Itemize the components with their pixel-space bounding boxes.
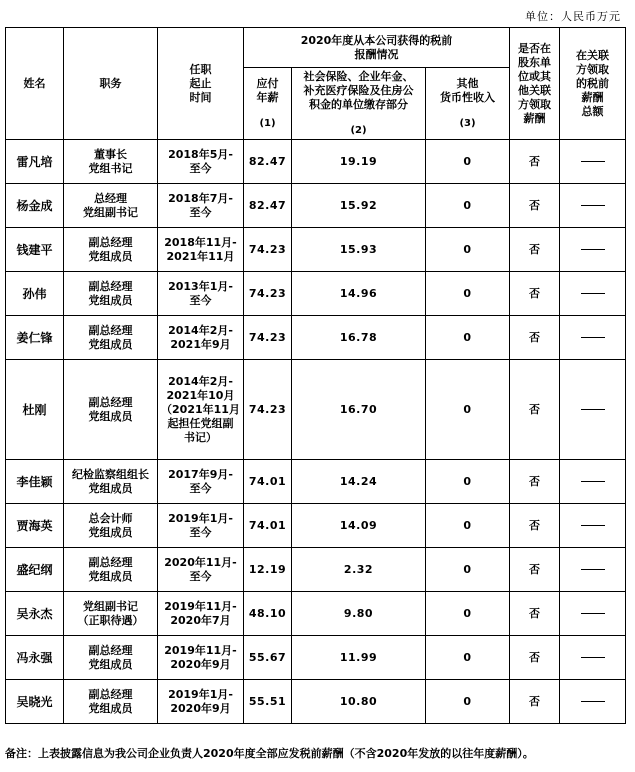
- cell-shareholder: 否: [510, 184, 560, 228]
- cell-name: 吴永杰: [6, 592, 64, 636]
- table-row: [6, 548, 626, 592]
- cell-name: 杨金成: [6, 184, 64, 228]
- cell-other: 0: [426, 680, 510, 724]
- cell-social: 15.93: [292, 228, 426, 272]
- cell-shareholder: 否: [510, 360, 560, 460]
- cell-salary: 74.23: [244, 272, 292, 316]
- cell-other: 0: [426, 360, 510, 460]
- cell-shareholder: 否: [510, 636, 560, 680]
- cell-other: 0: [426, 140, 510, 184]
- table-row: [6, 592, 626, 636]
- cell-position: 副总经理 党组成员: [64, 272, 158, 316]
- cell-other: 0: [426, 548, 510, 592]
- header-shareholder: 是否在 股东单 位或其 他关联 方领取 薪酬: [510, 28, 560, 140]
- dash-mark: [581, 249, 605, 250]
- dash-mark: [581, 409, 605, 410]
- dash-mark: [581, 525, 605, 526]
- cell-other: 0: [426, 592, 510, 636]
- cell-term: 2019年1月- 2020年9月: [158, 680, 244, 724]
- cell-name: 姜仁锋: [6, 316, 64, 360]
- cell-social: 10.80: [292, 680, 426, 724]
- dash-mark: [581, 657, 605, 658]
- compensation-table: [5, 27, 626, 724]
- cell-other: 0: [426, 228, 510, 272]
- table-row: [6, 504, 626, 548]
- cell-social: 19.19: [292, 140, 426, 184]
- cell-social: 14.96: [292, 272, 426, 316]
- cell-name: 盛纪纲: [6, 548, 64, 592]
- cell-social: 11.99: [292, 636, 426, 680]
- cell-name: 雷凡培: [6, 140, 64, 184]
- cell-related: [560, 316, 626, 360]
- table-row: [6, 636, 626, 680]
- cell-shareholder: 否: [510, 592, 560, 636]
- cell-salary: 82.47: [244, 184, 292, 228]
- cell-related: [560, 140, 626, 184]
- cell-position: 总经理 党组副书记: [64, 184, 158, 228]
- cell-name: 孙伟: [6, 272, 64, 316]
- header-group-title: 2020年度从本公司获得的税前 报酬情况: [244, 28, 510, 68]
- cell-salary: 82.47: [244, 140, 292, 184]
- cell-name: 贾海英: [6, 504, 64, 548]
- cell-term: 2013年1月- 至今: [158, 272, 244, 316]
- cell-position: 党组副书记 （正职待遇）: [64, 592, 158, 636]
- cell-related: [560, 228, 626, 272]
- cell-social: 14.09: [292, 504, 426, 548]
- cell-other: 0: [426, 316, 510, 360]
- table-row: [6, 460, 626, 504]
- cell-social: 14.24: [292, 460, 426, 504]
- cell-position: 副总经理 党组成员: [64, 360, 158, 460]
- dash-mark: [581, 205, 605, 206]
- cell-other: 0: [426, 272, 510, 316]
- cell-shareholder: 否: [510, 272, 560, 316]
- cell-shareholder: 否: [510, 548, 560, 592]
- cell-name: 钱建平: [6, 228, 64, 272]
- cell-position: 副总经理 党组成员: [64, 316, 158, 360]
- header-social: 社会保险、企业年金、 补充医疗保险及住房公 积金的单位缴存部分 (2): [292, 68, 426, 140]
- cell-position: 副总经理 党组成员: [64, 228, 158, 272]
- cell-term: 2014年2月- 2021年10月 （2021年11月 起担任党组副 书记）: [158, 360, 244, 460]
- cell-related: [560, 460, 626, 504]
- cell-shareholder: 否: [510, 140, 560, 184]
- header-term: 任职 起止 时间: [158, 28, 244, 140]
- cell-term: 2014年2月- 2021年9月: [158, 316, 244, 360]
- cell-social: 16.70: [292, 360, 426, 460]
- cell-other: 0: [426, 460, 510, 504]
- cell-related: [560, 504, 626, 548]
- cell-related: [560, 636, 626, 680]
- cell-social: 2.32: [292, 548, 426, 592]
- cell-shareholder: 否: [510, 680, 560, 724]
- cell-other: 0: [426, 504, 510, 548]
- unit-label: 单位：人民币万元: [525, 10, 621, 23]
- cell-shareholder: 否: [510, 316, 560, 360]
- header-position: 职务: [64, 28, 158, 140]
- dash-mark: [581, 701, 605, 702]
- cell-salary: 74.23: [244, 228, 292, 272]
- cell-salary: 74.23: [244, 360, 292, 460]
- cell-shareholder: 否: [510, 504, 560, 548]
- table-row: [6, 316, 626, 360]
- header-salary: 应付 年薪 (1): [244, 68, 292, 140]
- cell-term: 2019年11月- 2020年7月: [158, 592, 244, 636]
- cell-salary: 12.19: [244, 548, 292, 592]
- cell-name: 杜刚: [6, 360, 64, 460]
- cell-related: [560, 548, 626, 592]
- cell-term: 2018年5月- 至今: [158, 140, 244, 184]
- cell-name: 李佳颖: [6, 460, 64, 504]
- cell-position: 副总经理 党组成员: [64, 680, 158, 724]
- cell-shareholder: 否: [510, 228, 560, 272]
- cell-term: 2020年11月- 至今: [158, 548, 244, 592]
- header-name: 姓名: [6, 28, 64, 140]
- cell-related: [560, 680, 626, 724]
- cell-other: 0: [426, 184, 510, 228]
- cell-other: 0: [426, 636, 510, 680]
- table-row: [6, 360, 626, 460]
- cell-term: 2018年7月- 至今: [158, 184, 244, 228]
- table-row: [6, 184, 626, 228]
- cell-social: 9.80: [292, 592, 426, 636]
- header-other: 其他 货币性收入 (3): [426, 68, 510, 140]
- table-row: [6, 140, 626, 184]
- table-row: [6, 680, 626, 724]
- cell-social: 15.92: [292, 184, 426, 228]
- cell-related: [560, 360, 626, 460]
- cell-term: 2018年11月- 2021年11月: [158, 228, 244, 272]
- cell-term: 2017年9月- 至今: [158, 460, 244, 504]
- cell-salary: 74.01: [244, 460, 292, 504]
- cell-position: 董事长 党组书记: [64, 140, 158, 184]
- cell-salary: 74.01: [244, 504, 292, 548]
- cell-related: [560, 184, 626, 228]
- cell-related: [560, 272, 626, 316]
- cell-position: 副总经理 党组成员: [64, 548, 158, 592]
- table-row: [6, 228, 626, 272]
- cell-salary: 48.10: [244, 592, 292, 636]
- cell-related: [560, 592, 626, 636]
- dash-mark: [581, 161, 605, 162]
- dash-mark: [581, 293, 605, 294]
- cell-salary: 74.23: [244, 316, 292, 360]
- cell-term: 2019年11月- 2020年9月: [158, 636, 244, 680]
- cell-salary: 55.51: [244, 680, 292, 724]
- cell-social: 16.78: [292, 316, 426, 360]
- cell-shareholder: 否: [510, 460, 560, 504]
- cell-position: 纪检监察组组长 党组成员: [64, 460, 158, 504]
- cell-term: 2019年1月- 至今: [158, 504, 244, 548]
- cell-position: 副总经理 党组成员: [64, 636, 158, 680]
- dash-mark: [581, 481, 605, 482]
- cell-position: 总会计师 党组成员: [64, 504, 158, 548]
- cell-name: 冯永强: [6, 636, 64, 680]
- header-related: 在关联 方领取 的税前 薪酬 总额: [560, 28, 626, 140]
- dash-mark: [581, 569, 605, 570]
- dash-mark: [581, 613, 605, 614]
- cell-salary: 55.67: [244, 636, 292, 680]
- footnote: 备注：上表披露信息为我公司企业负责人2020年度全部应发税前薪酬（不含2020年发放的以往年度薪酬）。: [5, 747, 534, 760]
- dash-mark: [581, 337, 605, 338]
- cell-name: 吴晓光: [6, 680, 64, 724]
- table-row: [6, 272, 626, 316]
